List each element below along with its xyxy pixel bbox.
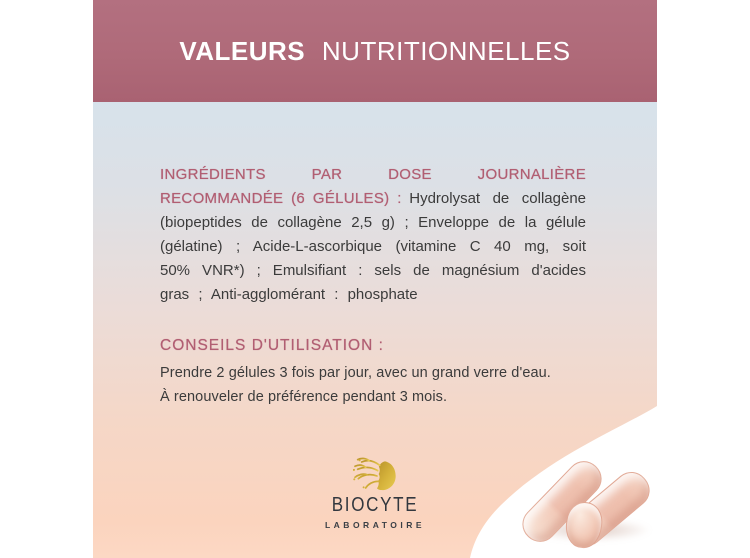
ingredients-heading: INGRÉDIENTS PAR DOSE JOURNALIÈRE RECOMMANDÉE (6 GÉLULES) : xyxy=(160,166,586,207)
banner-title-bold: VALEURS xyxy=(179,35,306,66)
banner-title-light: NUTRITIONNELLES xyxy=(321,35,571,66)
usage-line-1: Prendre 2 gélules 3 fois par jour, avec un grand verre d'eau. xyxy=(160,365,551,381)
brand-subtitle: LABORATOIRE xyxy=(324,520,426,530)
usage-line-2: À renouveler de préférence pendant 3 mois. xyxy=(160,389,448,405)
usage-heading: CONSEILS D'UTILISATION : xyxy=(160,337,384,354)
product-info-card xyxy=(93,0,657,558)
capsules-photo xyxy=(93,0,657,558)
ingredients-body-text: Hydrolysat de collagène (biopeptides de collagène 2,5 g) ; Enveloppe de la gélule (gélatine) ; Acide-L-ascorbique (vitamine C 40 mg, soit 50% VNR*) ; Emulsifiant : sels de magnésium d'acides gras ; Anti-agglomérant : phosphate xyxy=(160,190,586,303)
brand-name: BIOCYTE xyxy=(331,494,419,516)
